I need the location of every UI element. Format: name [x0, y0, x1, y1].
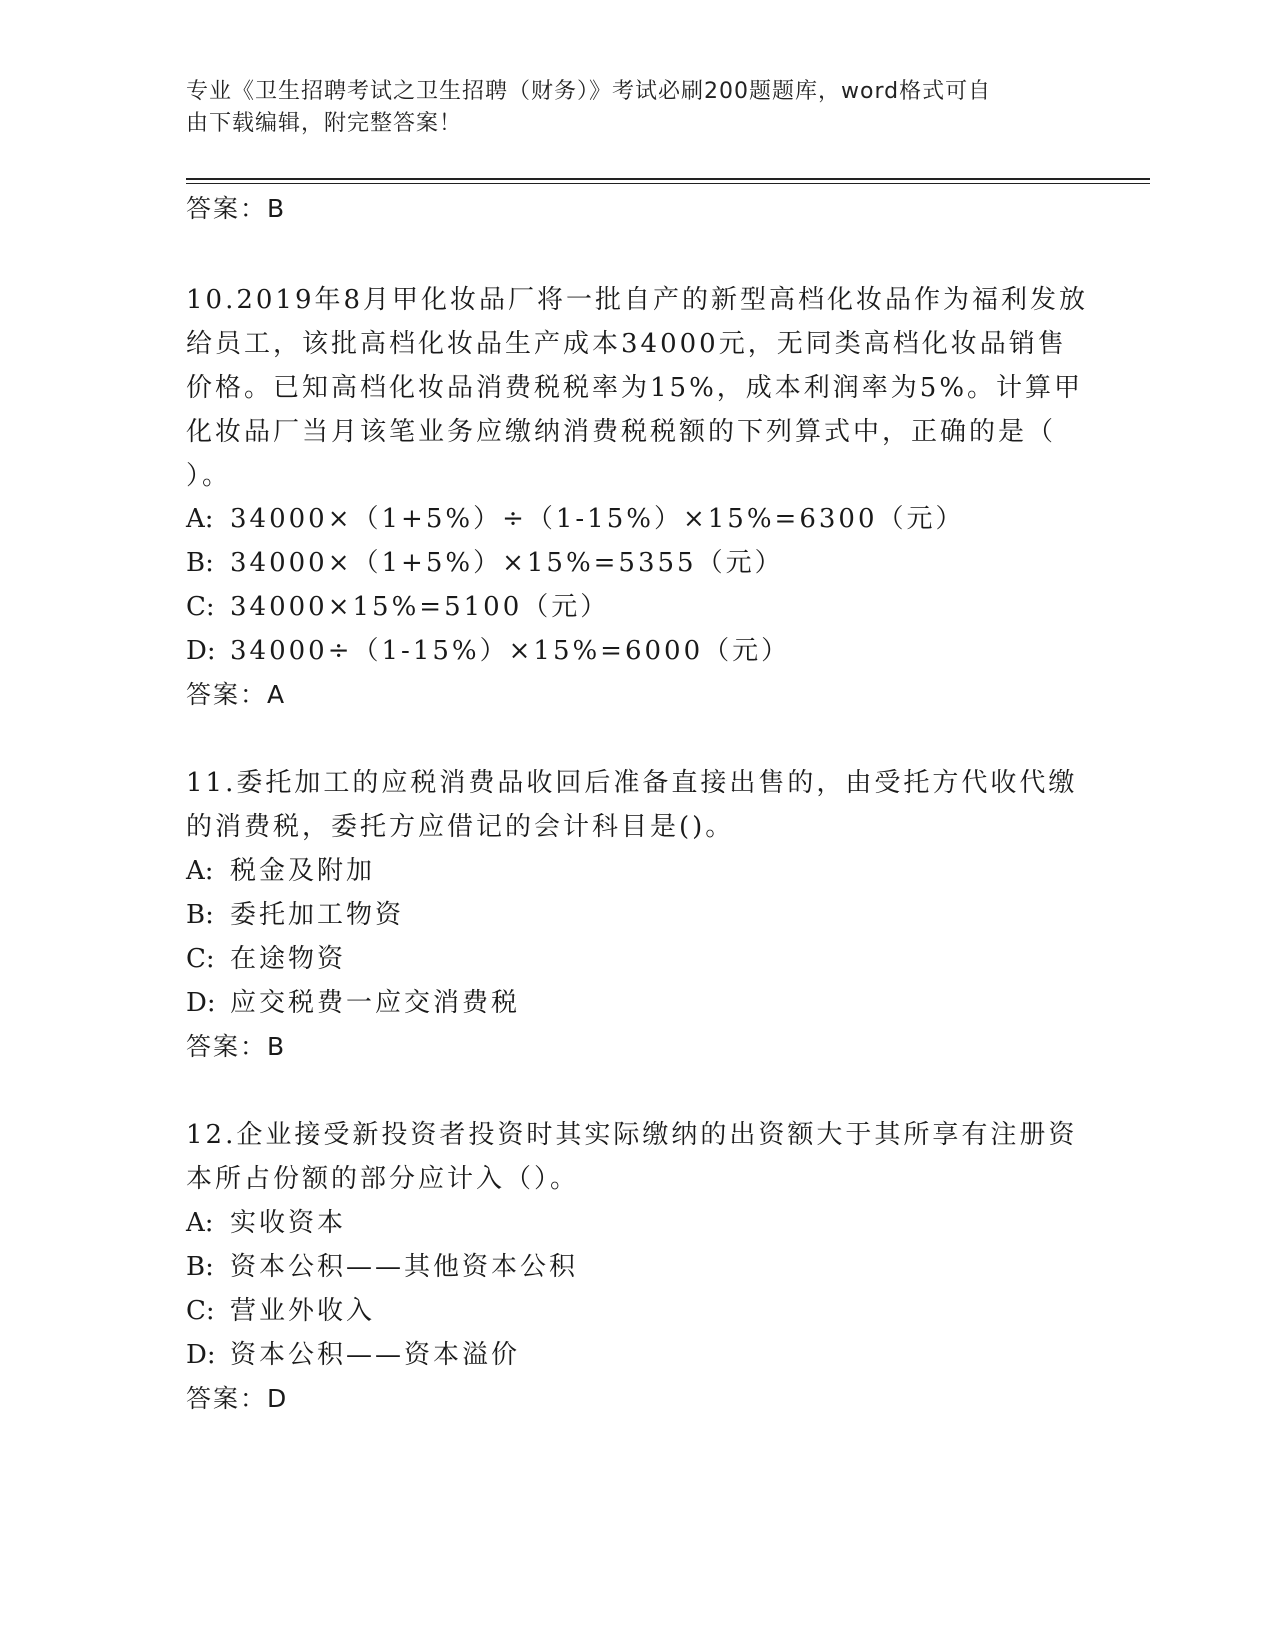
q12-option-a: A: 实收资本 [186, 1208, 347, 1238]
prev-answer: 答案：B [186, 194, 287, 223]
document-header [186, 76, 1066, 140]
q12-option-c: C: 营业外收入 [186, 1296, 376, 1326]
q11-option-a: A: 税金及附加 [186, 856, 376, 886]
q12-line-2: 本所占份额的部分应计入（）。 [186, 1164, 580, 1194]
q10-option-a: A: 34000×（1+5%）÷（1-15%）×15%=6300（元） [186, 504, 965, 534]
q10-line-5: ）。 [186, 461, 232, 491]
q11-option-d: D: 应交税费一应交消费税 [186, 988, 521, 1018]
q10-option-d: D: 34000÷（1-15%）×15%=6000（元） [186, 636, 791, 666]
q12-answer: 答案：D [186, 1384, 289, 1413]
q10-option-c: C: 34000×15%=5100（元） [186, 592, 610, 622]
q11-line-1: 11.委托加工的应税消费品收回后准备直接出售的，由受托方代收代缴 [186, 768, 1078, 798]
q11-option-b: B: 委托加工物资 [186, 900, 405, 930]
header-divider-thick [186, 178, 1150, 180]
q10-line-2: 给员工，该批高档化妆品生产成本34000元，无同类高档化妆品销售 [186, 329, 1067, 359]
q10-line-3: 价格。已知高档化妆品消费税税率为15%，成本利润率为5%。计算甲 [186, 373, 1084, 403]
q12-option-d: D: 资本公积——资本溢价 [186, 1340, 521, 1370]
q10-line-4: 化妆品厂当月该笔业务应缴纳消费税税额的下列算式中，正确的是（ [186, 417, 1057, 447]
q11-answer: 答案：B [186, 1032, 287, 1061]
q11-line-2: 的消费税，委托方应借记的会计科目是()。 [186, 812, 735, 842]
q12-option-b: B: 资本公积——其他资本公积 [186, 1252, 579, 1282]
header-line-1: 专业《卫生招聘考试之卫生招聘（财务）》考试必刷200题题库，word格式可自 [186, 79, 992, 104]
q10-option-b: B: 34000×（1+5%）×15%=5355（元） [186, 548, 784, 578]
q10-line-1: 10.2019年8月甲化妆品厂将一批自产的新型高档化妆品作为福利发放 [186, 285, 1089, 315]
header-line-2: 由下载编辑，附完整答案！ [186, 111, 463, 136]
q11-option-c: C: 在途物资 [186, 944, 347, 974]
header-divider-thin [186, 183, 1150, 184]
q12-line-1: 12.企业接受新投资者投资时其实际缴纳的出资额大于其所享有注册资 [186, 1120, 1078, 1150]
q10-answer: 答案：A [186, 680, 287, 709]
